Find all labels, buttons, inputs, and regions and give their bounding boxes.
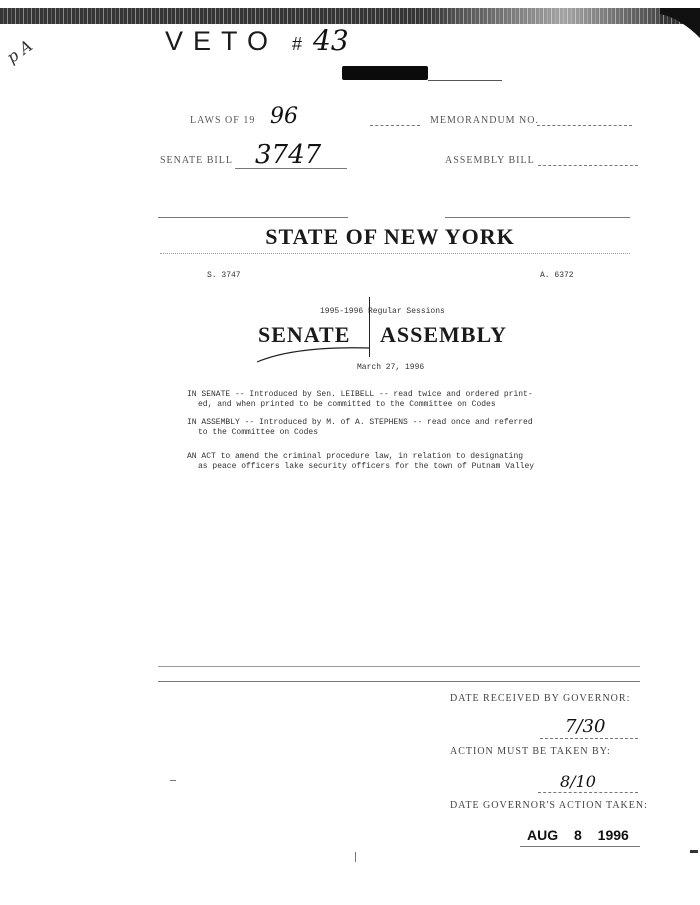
title-underline	[160, 253, 630, 254]
veto-number: 43	[313, 24, 349, 57]
memorandum-label: MEMORANDUM NO.	[430, 115, 540, 126]
margin-note: p A	[2, 36, 36, 67]
title-rule-left	[158, 217, 348, 218]
assembly-bill-fill-line	[538, 165, 638, 166]
assembly-intro-line-2: to the Committee on Codes	[198, 428, 319, 437]
action-by-fill-line	[538, 792, 638, 793]
action-taken-value: AUG 8 1996	[527, 827, 629, 843]
act-line-2: as peace officers lake security officers for the town of Putnam Valley	[198, 462, 535, 471]
senate-intro-line-2: ed, and when printed to be committed to the Committee on Codes	[198, 400, 496, 409]
veto-hash: #	[292, 34, 303, 54]
separator-rule-2	[158, 681, 640, 682]
memorandum-fill-line	[537, 125, 632, 126]
redaction-line	[428, 80, 502, 81]
senate-bill-number: 3747	[255, 140, 322, 170]
veto-label: VETO	[165, 26, 279, 56]
scan-speck	[170, 780, 176, 781]
laws-year: 96	[270, 104, 298, 129]
senate-bill-no: S. 3747	[207, 271, 241, 280]
received-label: DATE RECEIVED BY GOVERNOR:	[450, 693, 631, 704]
senate-intro-line-1: IN SENATE -- Introduced by Sen. LEIBELL -- read twice and ordered print-	[187, 390, 533, 399]
action-by-label: ACTION MUST BE TAKEN BY:	[450, 746, 611, 757]
title-rule-right	[445, 217, 630, 218]
session-line: 1995-1996 Regular Sessions	[320, 307, 445, 316]
scan-corner-mark	[660, 8, 700, 38]
senate-heading: SENATE	[258, 322, 351, 347]
pen-stroke-mark	[255, 340, 375, 364]
received-fill-line	[540, 738, 638, 739]
act-line-1: AN ACT to amend the criminal procedure law, in relation to designating	[187, 452, 524, 461]
scan-top-bar-fade	[420, 8, 660, 24]
assembly-intro-line-1: IN ASSEMBLY -- Introduced by M. of A. STEPHENS -- read once and referred	[187, 418, 533, 427]
action-taken-fill-line	[520, 846, 640, 847]
action-taken-label: DATE GOVERNOR'S ACTION TAKEN:	[450, 800, 648, 811]
assembly-heading: ASSEMBLY	[380, 322, 508, 347]
action-by-value: 8/10	[560, 772, 596, 791]
scan-speck	[355, 852, 356, 862]
laws-fill-line	[370, 125, 420, 126]
scan-speck	[690, 850, 698, 853]
received-value: 7/30	[565, 716, 606, 737]
redaction-bar	[342, 66, 428, 80]
senate-bill-label: SENATE BILL	[160, 155, 233, 166]
assembly-bill-label: ASSEMBLY BILL	[445, 155, 535, 166]
assembly-bill-no: A. 6372	[540, 271, 574, 280]
laws-label: LAWS OF 19	[190, 115, 256, 126]
separator-rule-1	[158, 666, 640, 667]
state-title: STATE OF NEW YORK	[265, 224, 515, 249]
bill-date: March 27, 1996	[357, 363, 425, 372]
senate-bill-fill-line	[235, 168, 347, 169]
